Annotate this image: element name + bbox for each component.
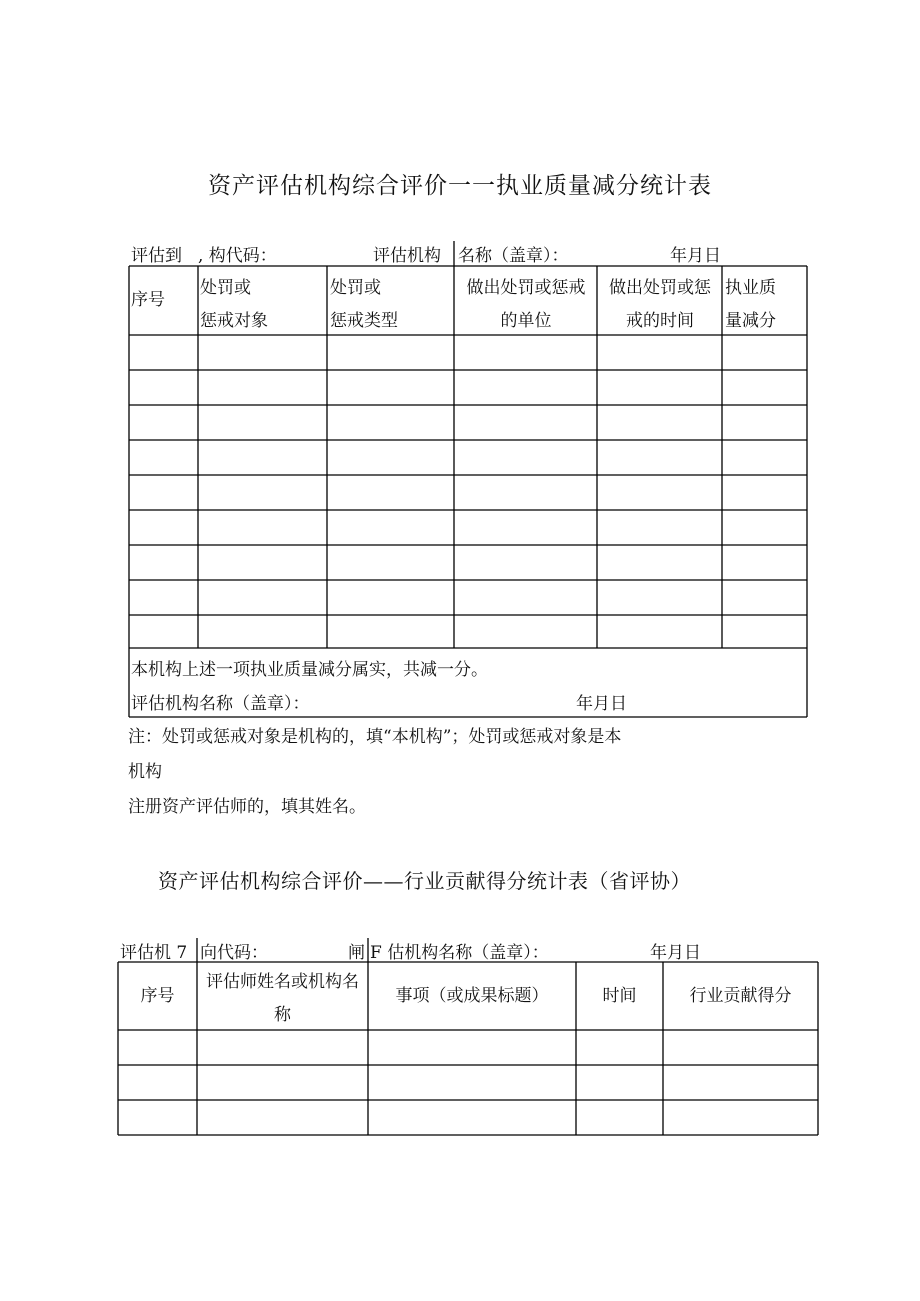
table2-header-name-seal: F 估机构名称（盖章）： [370, 943, 549, 963]
table2-header-date: 年月日 [650, 943, 701, 963]
table1-footer-summary: 本机构上述一项执业质量减分属实，共减一分。 [131, 660, 488, 680]
table1-footer-signature: 评估机构名称（盖章）： [131, 694, 310, 714]
table1-col-unit-line2: 的单位 [500, 311, 552, 331]
table2-title: 资产评估机构综合评价——行业贡献得分统计表（省评协） [158, 869, 691, 893]
table1-col-time-line2: 戒的时间 [626, 311, 694, 331]
table1-header-org-code: , 构代码： [198, 246, 277, 266]
note-line2: 机构 [128, 762, 162, 782]
table2-col-item: 事项（或成果标题） [395, 986, 549, 1006]
note-line3: 注册资产评估师的，填其姓名。 [128, 797, 366, 817]
table1-col-unit-line1: 做出处罚或惩戒 [466, 278, 586, 298]
table1-col-deduction-line1: 执业质 [725, 278, 776, 298]
table2-header-evaluator: 评估机 7 [120, 943, 188, 963]
table1-footer-date: 年月日 [576, 694, 627, 714]
table2-col-seq: 序号 [140, 986, 175, 1006]
table1-col-deduction-line2: 量减分 [725, 311, 776, 331]
table1-col-type-line1: 处罚或 [330, 278, 381, 298]
table1-col-target-line2: 惩戒对象 [200, 311, 268, 331]
table2-col-score: 行业贡献得分 [689, 986, 792, 1006]
table1-header-date: 年月日 [670, 246, 721, 266]
table1-header-name-seal: 名称（盖章）： [458, 246, 569, 266]
table2-col-name-line1: 评估师姓名或机构名 [206, 972, 359, 992]
table2-col-time: 时间 [602, 986, 637, 1006]
table1-col-type-line2: 惩戒类型 [330, 311, 398, 331]
table1-col-seq: 序号 [131, 290, 165, 310]
table2-header-org-code: 向代码： [200, 943, 268, 963]
table1-header-evaluator: 评估到 [131, 246, 182, 266]
table2-header-mark: 闸 [348, 943, 365, 963]
table1-col-target-line1: 处罚或 [200, 278, 251, 298]
table1-title: 资产评估机构综合评价一一执业质量减分统计表 [208, 173, 712, 199]
table1-col-time-line1: 做出处罚或惩 [609, 278, 711, 298]
note-line1: 注：处罚或惩戒对象是机构的，填“本机构”；处罚或惩戒对象是本 [128, 727, 622, 747]
table2-col-name-line2: 称 [274, 1005, 291, 1025]
table1-header-org: 评估机构 [373, 246, 441, 266]
